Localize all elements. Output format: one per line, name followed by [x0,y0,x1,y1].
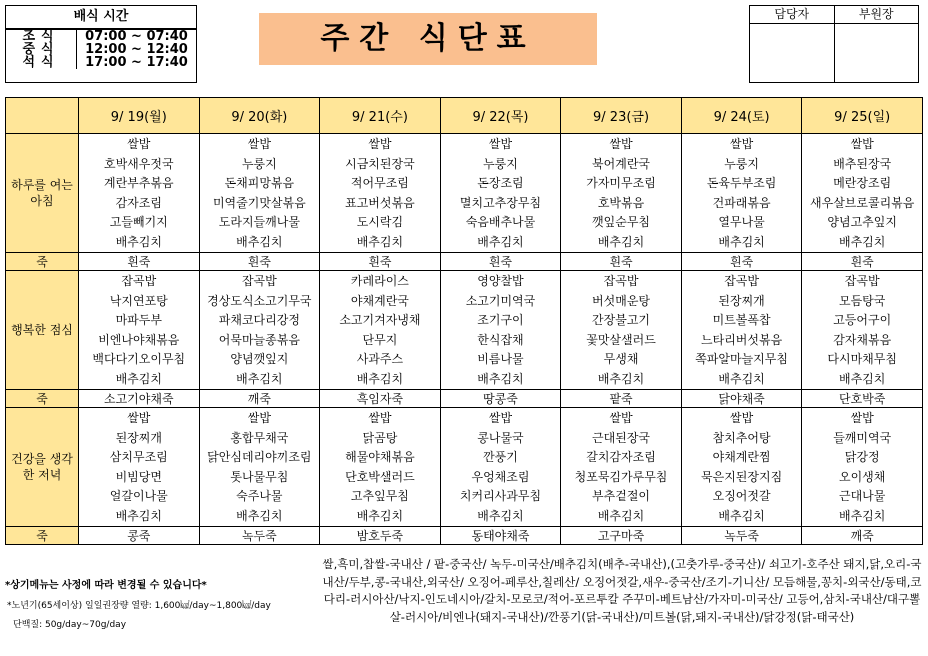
menu-item: 배추김치 [115,508,162,523]
notes [5,576,320,630]
menu-item: 쌀밥 [247,411,271,425]
porridge-cell: 깨죽 [199,390,320,408]
approval-director-label: 부원장 [835,6,919,24]
meal-cell [681,271,802,390]
menu-item: 배추김치 [236,234,283,249]
menu-item: 참치추어탕 [712,430,771,445]
meal-cell [440,134,561,253]
meal-time-value: 07:00 ~ 07:40 [85,29,188,44]
menu-item: 배추김치 [115,371,162,386]
menu-item: 쌀밥 [368,411,392,425]
menu-item: 배추김치 [115,234,162,249]
header-row [6,98,923,134]
day-header: 9/ 19(월) [79,98,200,134]
menu-item: 쌀밥 [609,411,633,425]
meal-cell [320,134,441,253]
porridge-cell: 땅콩죽 [440,390,561,408]
meal-time-title: 배식 시간 [6,6,196,29]
porridge-cell: 깨죽 [802,527,923,545]
meal-time-label: 석식 [6,56,77,69]
menu-table [5,97,923,545]
menu-item: 가자미무조림 [586,176,656,190]
menu-item: 백다다기오이무침 [92,352,186,366]
porridge-cell: 흰죽 [79,253,200,271]
menu-item: 누룽지 [483,156,518,171]
porridge-row [6,527,923,545]
menu-item: 어묵마늘종볶음 [218,332,300,347]
porridge-label: 죽 [6,527,79,545]
menu-item: 사과주스 [356,352,404,366]
menu-item: 도시락김 [356,215,404,229]
menu-item: 해물야채볶음 [345,450,415,464]
menu-item: 영양찰밥 [477,274,524,288]
meal-cell [79,271,200,390]
meal-cell [681,134,802,253]
menu-item: 배추김치 [839,234,886,249]
section-label: 행복한 점심 [6,271,79,390]
menu-item: 한식잡채 [477,332,524,347]
meal-time-label: 중식 [6,43,77,56]
menu-item: 홍합무채국 [230,430,289,445]
meal-cell [199,271,320,390]
meal-cell [561,134,682,253]
porridge-cell: 흰죽 [561,253,682,271]
approval-col-manager [750,6,834,82]
menu-item: 돈채피망볶음 [224,176,295,190]
meal-time-value: 17:00 ~ 17:40 [85,55,188,70]
section-label: 건강을 생각한 저녁 [6,408,79,527]
porridge-cell: 흰죽 [320,253,441,271]
menu-item: 미트볼폭찹 [712,313,771,327]
day-header: 9/ 22(목) [440,98,561,134]
meal-cell [561,408,682,527]
menu-item: 배추김치 [236,508,283,523]
menu-item: 숙음배추나물 [465,215,536,229]
menu-item: 열무나물 [718,215,765,229]
menu-item: 적어무조림 [350,176,409,190]
menu-item: 비빔당면 [115,469,162,484]
menu-item: 낙지연포탕 [109,293,168,308]
porridge-cell: 닭야채죽 [681,390,802,408]
menu-item: 쌀밥 [127,137,151,151]
approval-box [749,5,919,83]
porridge-cell: 동태야채죽 [440,527,561,545]
menu-item: 배추김치 [236,371,283,386]
menu-item: 느타리버섯볶음 [701,332,783,347]
meal-cell [802,271,923,390]
menu-item: 오징어젓갈 [712,489,771,503]
menu-item: 카레라이스 [350,274,409,288]
porridge-row [6,390,923,408]
porridge-cell: 팥죽 [561,390,682,408]
meal-cell [79,408,200,527]
menu-item: 깐풍기 [483,450,518,464]
menu-item: 쌀밥 [850,411,874,425]
menu-item: 오이생채 [839,469,886,484]
menu-item: 경상도식소고기무국 [207,293,312,308]
menu-item: 근대된장국 [592,430,651,445]
meal-cell [320,408,441,527]
menu-item: 비엔나야채볶음 [98,332,180,347]
menu-item: 고들빼기지 [109,215,168,229]
menu-item: 단호박샐러드 [345,469,415,484]
menu-item: 된장찌개 [115,430,162,445]
menu-item: 쪽파알마늘지무침 [695,352,788,366]
menu-item: 닭강정 [844,450,880,464]
menu-item: 호박새우젓국 [104,156,174,171]
menu-item: 들깨미역국 [833,430,892,445]
menu-item: 배추김치 [718,234,765,249]
menu-item: 계란부추볶음 [104,176,174,190]
menu-item: 쌀밥 [368,137,392,151]
meal-cell [79,134,200,253]
meal-time-row [6,56,196,69]
menu-item: 모듬탕국 [839,293,886,308]
meal-cell [199,408,320,527]
menu-item: 멸치고추장무침 [459,195,542,210]
menu-item: 야채계란찜 [712,450,771,464]
porridge-label: 죽 [6,390,79,408]
menu-item: 닭안심데리야끼조림 [207,450,312,464]
porridge-cell: 녹두죽 [681,527,802,545]
menu-item: 꽃맛살샐러드 [586,332,656,347]
porridge-cell: 흑임자죽 [320,390,441,408]
menu-item: 잡곡밥 [724,274,759,288]
meal-time-box [5,5,197,83]
menu-item: 메란장조림 [833,176,892,190]
menu-item: 배추김치 [839,371,886,386]
menu-item: 미역줄기맛살볶음 [212,195,306,210]
menu-item: 고추잎무침 [350,489,409,503]
menu-item: 치커리사과무침 [459,489,542,503]
menu-item: 배추김치 [597,371,645,386]
meal-cell [440,271,561,390]
meal-cell [440,408,561,527]
porridge-cell: 단호박죽 [802,390,923,408]
porridge-cell: 밤호두죽 [320,527,441,545]
porridge-cell: 고구마죽 [561,527,682,545]
meal-time-label: 조식 [6,30,77,43]
porridge-cell: 녹두죽 [199,527,320,545]
meal-cell [802,134,923,253]
porridge-cell: 흰죽 [802,253,923,271]
note-calorie: *노년기(65세이상) 일일권장량 열량: 1,600㎉/day~1,800㎉/day [7,601,271,611]
menu-item: 감자조림 [115,195,162,210]
porridge-label: 죽 [6,253,79,271]
meal-row [6,134,923,253]
porridge-cell: 콩죽 [79,527,200,545]
menu-item: 시금치된장국 [345,156,415,171]
menu-item: 누룽지 [241,156,277,171]
day-header: 9/ 24(토) [681,98,802,134]
menu-item: 감자채볶음 [833,332,892,347]
menu-item: 쌀밥 [247,137,271,151]
menu-item: 조기구이 [477,313,524,327]
menu-item: 콩나물국 [477,430,524,445]
menu-item: 잡곡밥 [121,274,157,288]
menu-item: 버섯매운탕 [592,293,651,308]
day-header: 9/ 23(금) [561,98,682,134]
menu-item: 배추된장국 [833,156,892,171]
menu-item: 소고기미역국 [465,293,536,308]
page-title: 주간 식단표 [259,13,597,65]
meal-cell [802,408,923,527]
menu-item: 우엉채조림 [471,469,530,484]
menu-item: 돈육두부조림 [706,176,777,190]
menu-item: 부추겉절이 [592,489,651,503]
menu-item: 파채코다리강정 [218,313,300,327]
menu-item: 배추김치 [477,234,524,249]
meal-cell [199,134,320,253]
day-header: 9/ 25(일) [802,98,923,134]
menu-item: 건파래볶음 [712,195,771,210]
meal-row [6,408,923,527]
day-header: 9/ 20(화) [199,98,320,134]
porridge-cell: 흰죽 [681,253,802,271]
menu-item: 톳나물무침 [230,469,289,484]
menu-item: 야채계란국 [350,293,409,308]
menu-item: 배추김치 [718,508,765,523]
menu-item: 배추김치 [356,508,404,523]
origin-info: 쌀,흑미,찹쌀-국내산 / 팥-중국산/ 녹두-미국산/배추김치(배추-국내산),(고춧가루-중국산)/ 쇠고기-호주산 돼지,닭,오리-국내산/두부,콩-국내산,외국산/ 오징어-페루산,칠레산/ 오징어젓갈,새우-중국산/조기-기니산/ 모듬해물,꽁치-외국산/동태,코다리-러시아산/낙지-인도네시아/갈치-모로코/적어-포르투칼 주꾸미-베트남산/가자미-미국산/ 고등어,삼치-국내산/대구뽈살-러시아/비엔나(돼지-국내산)/깐풍기(닭-국내산)/미트볼(닭,돼지-국내산)/닭강정(닭-태국산) [322,557,922,624]
meal-time-rows [6,29,196,69]
menu-item: 숙주나물 [236,489,283,503]
menu-item: 간장불고기 [592,313,651,327]
porridge-cell: 소고기야채죽 [79,390,200,408]
meal-cell [681,408,802,527]
menu-item: 잡곡밥 [844,274,880,288]
note-protein: 단백질: 50g/day~70g/day [13,620,127,630]
menu-item: 쌀밥 [488,411,513,425]
menu-item: 배추김치 [718,371,765,386]
menu-item: 된장찌개 [718,293,765,308]
menu-item: 양념고추잎지 [827,215,897,229]
menu-item: 배추김치 [839,508,886,523]
menu-item: 고등어구이 [833,313,892,327]
menu-item: 도라지들깨나물 [218,215,300,229]
menu-item: 쌀밥 [609,137,633,151]
menu-item: 표고버섯볶음 [345,195,415,210]
menu-item: 쌀밥 [730,137,754,151]
approval-col-director [834,6,919,82]
day-header: 9/ 21(수) [320,98,441,134]
menu-item: 호박볶음 [597,195,645,210]
note-change: *상기메뉴는 사정에 따라 변경될 수 있습니다* [5,580,207,591]
menu-item: 무생채 [603,352,639,366]
menu-item: 소고기겨자냉채 [339,313,421,327]
porridge-cell: 흰죽 [199,253,320,271]
menu-item: 잡곡밥 [603,274,639,288]
menu-item: 쌀밥 [730,411,754,425]
menu-item: 누룽지 [724,156,759,171]
porridge-row [6,253,923,271]
menu-item: 근대나물 [839,489,886,503]
meal-cell [320,271,441,390]
menu-item: 돈장조림 [477,176,524,190]
meal-time-value: 12:00 ~ 12:40 [85,42,188,57]
meal-cell [561,271,682,390]
porridge-cell: 흰죽 [440,253,561,271]
menu-item: 새우살브로콜리볶음 [810,195,915,210]
section-label: 하루를 여는 아침 [6,134,79,253]
menu-item: 마파두부 [115,313,162,327]
menu-item: 비름나물 [477,352,524,366]
menu-item: 다시마채무침 [827,352,897,366]
header-corner [6,98,79,134]
menu-item: 쌀밥 [850,137,874,151]
menu-item: 단무지 [362,332,398,347]
menu-item: 닭곰탕 [362,430,398,445]
menu-item: 청포묵김가루무침 [574,469,668,484]
menu-item: 잡곡밥 [241,274,277,288]
menu-item: 배추김치 [356,371,404,386]
menu-item: 삼치무조림 [109,450,168,464]
menu-item: 갈치감자조림 [586,450,656,464]
menu-item: 깻잎순무침 [592,215,651,229]
menu-item: 쌀밥 [127,411,151,425]
menu-item: 양념깻잎지 [230,352,289,366]
menu-item: 배추김치 [356,234,404,249]
menu-item: 배추김치 [597,508,645,523]
menu-item: 묵은지된장지짐 [701,469,783,484]
menu-item: 배추김치 [597,234,645,249]
menu-item: 얼갈이나물 [109,489,168,503]
meal-row [6,271,923,390]
menu-item: 배추김치 [477,508,524,523]
menu-item: 북어계란국 [592,156,651,171]
menu-item: 쌀밥 [488,137,513,151]
menu-item: 배추김치 [477,371,524,386]
approval-manager-label: 담당자 [750,6,834,24]
